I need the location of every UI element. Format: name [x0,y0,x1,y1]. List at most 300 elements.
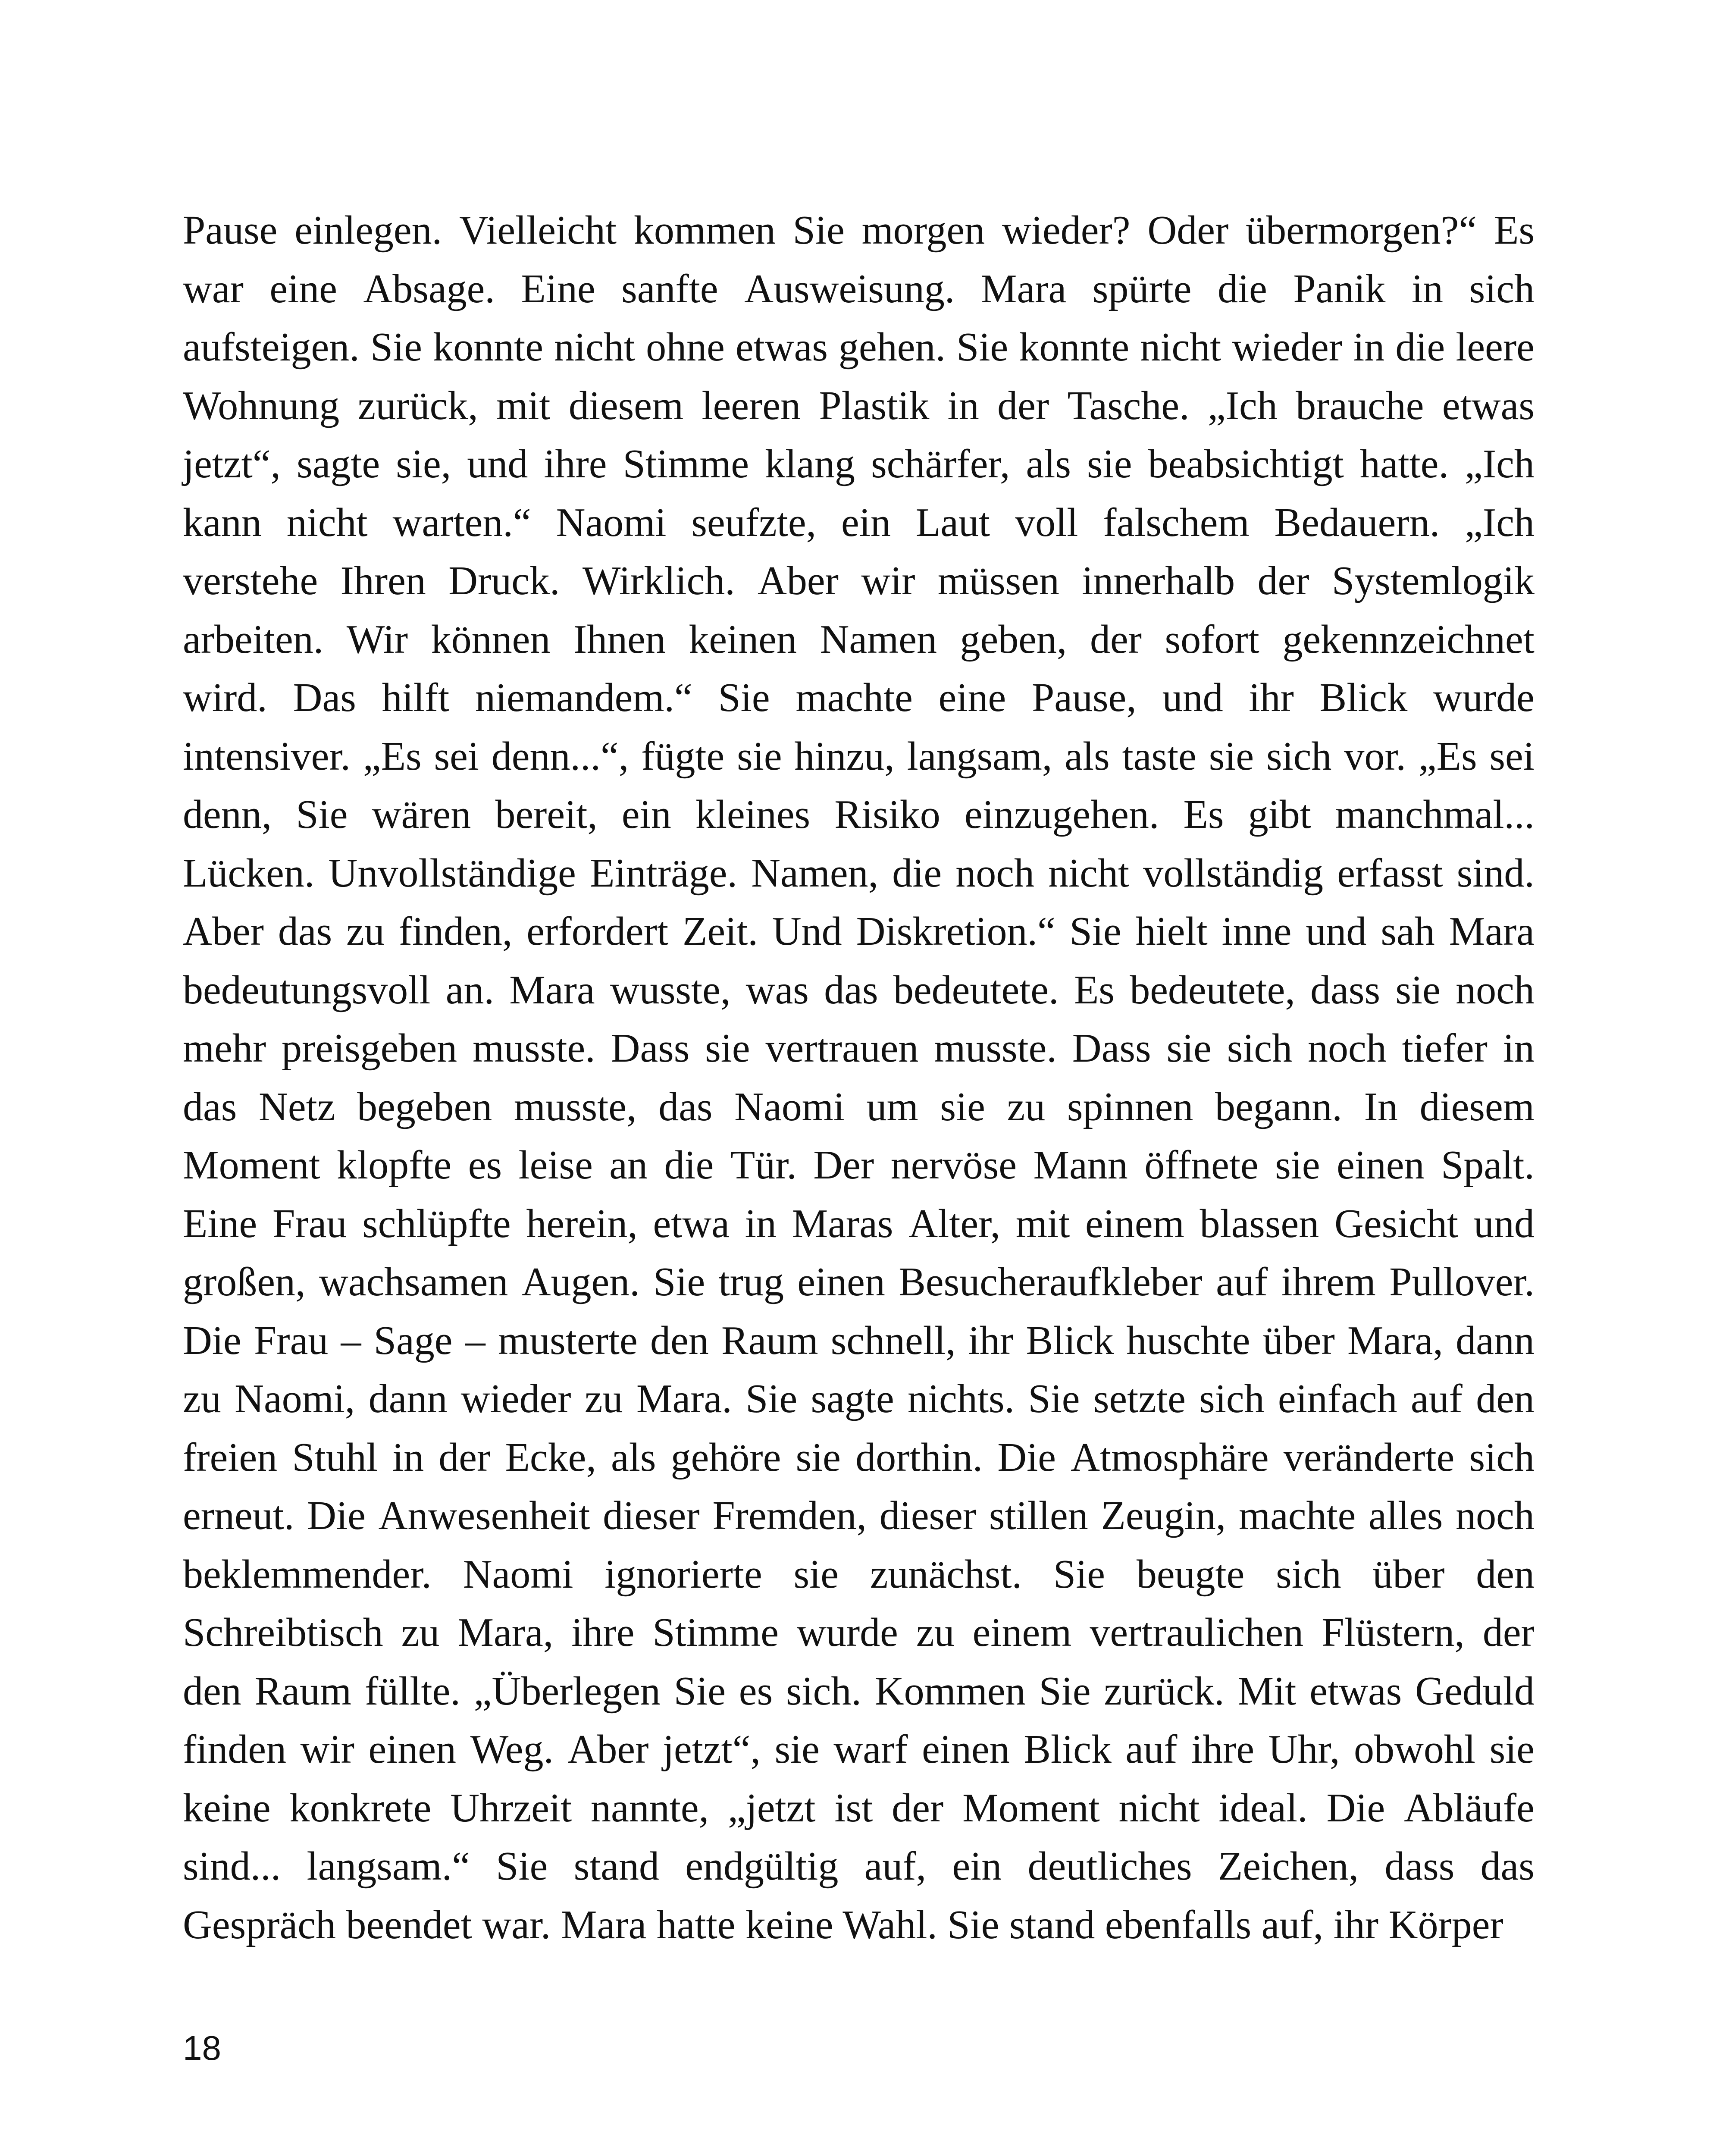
word: Naomi [463,1551,573,1597]
word: wieder [460,1376,571,1421]
word: den [1476,1376,1535,1421]
text-line [183,1370,1535,1429]
word: die [1217,266,1267,311]
word: – [465,1318,485,1363]
word: wieder [1232,325,1343,370]
word: auf [1125,1727,1178,1772]
word: sie [1275,1143,1320,1188]
word: Absage. [363,266,495,311]
word: Sie [673,1668,726,1714]
word: einem [972,1610,1072,1655]
word: Wir [346,617,408,662]
word: ideal. [1218,1785,1308,1830]
word: Stimme [623,442,749,486]
word: begann. [1215,1084,1342,1129]
word: Geduld [1415,1668,1535,1714]
word: den [1476,1551,1535,1597]
word: in [1411,266,1444,311]
word: kleines [695,792,811,837]
word: Ihnen [573,617,666,662]
word: in [947,383,979,428]
word: jetzt“, [662,1727,761,1772]
word: Es [1074,967,1115,1012]
word: nicht [554,325,635,370]
word: Oder [1147,208,1229,253]
word: Bedauern. [1274,500,1440,545]
word: es [468,1143,502,1188]
word: Uhrzeit [450,1785,572,1830]
word: erfordert [526,909,669,954]
word: Moment [962,1785,1100,1830]
word: sie [1209,733,1254,779]
word: jetzt“, [183,442,281,486]
word: was [745,967,809,1012]
word: über [1262,1318,1335,1363]
word: Pause [183,208,278,253]
word: fügte [641,733,725,779]
word: diesem [568,383,684,428]
word: machte [1238,1493,1356,1538]
word: ohne [646,325,725,370]
word: einlegen. [294,208,442,253]
text-line [183,844,1535,903]
word: in [745,1201,777,1246]
word: Mara [980,266,1067,311]
word: Tasche. [1067,383,1190,428]
word: In [1364,1084,1398,1129]
word: es [739,1668,773,1714]
word: Die [183,1318,241,1363]
word: konnte [1019,325,1130,370]
word: preisgeben [282,1026,457,1071]
text-line [183,377,1535,436]
word: an. [445,967,494,1012]
word: einzugehen. [964,792,1159,837]
word: dann [368,1376,448,1421]
word: übermorgen?“ [1246,208,1477,253]
word: bedeutete, [1130,967,1295,1012]
word: Mit [1237,1668,1297,1714]
word: sich [1199,1376,1265,1421]
text-line [183,552,1535,611]
word: „Ich [1465,442,1535,486]
word: falschem [1103,500,1250,545]
word: musterte [498,1318,638,1363]
text-line [183,1136,1535,1195]
word: leeren [702,383,801,428]
word: wusste, [610,967,731,1012]
word: zurück. [1104,1668,1225,1714]
page-number: 18 [183,2029,221,2067]
word: noch [955,850,1034,896]
word: klopfte [337,1143,452,1188]
word: Sie [792,208,845,253]
word: Spalt. [1441,1143,1535,1188]
word: Mara [509,967,595,1012]
word: die [664,1143,714,1188]
word: erfasst [1337,850,1443,896]
word: blassen [1200,1201,1319,1246]
word: begeben [357,1084,492,1129]
word: langsam, [907,733,1052,779]
word: wir [300,1727,354,1772]
word: Sie [1053,1551,1106,1597]
word: nichts. [908,1376,1015,1421]
word: langsam.“ [307,1844,470,1889]
word: in [1503,1026,1535,1071]
word: ihre [544,442,607,486]
word: nannte, [591,1785,709,1830]
word: Sie [370,325,422,370]
word: verstehe [183,558,318,603]
word: sagte [297,442,380,486]
text-line [183,1604,1535,1662]
text-line [183,727,1535,786]
word: setzte [1093,1376,1186,1421]
word: sich [1276,1551,1341,1597]
word: Es [1494,208,1535,253]
word: Sie [956,325,1009,370]
word: wachsamen [319,1260,508,1304]
word: „Überlegen [473,1668,661,1714]
word: sich [1266,733,1332,779]
word: dass [1310,967,1381,1012]
word: „Es [363,733,422,779]
word: und [1473,1201,1535,1246]
word: endgültig [685,1844,839,1889]
word: noch [1456,1493,1535,1538]
word: mit [496,383,551,428]
word: nicht [1118,1785,1200,1830]
word: wären [372,792,471,837]
word: bereit, [495,792,598,837]
word: beugte [1136,1551,1245,1597]
word: Pullover. [1389,1260,1535,1304]
word: und [1162,675,1223,720]
word: der [438,1435,491,1480]
word: Abläufe [1404,1785,1535,1830]
word: Dass [1072,1026,1151,1071]
word: Sie [1028,1376,1080,1421]
word: Naomi [556,500,667,545]
word: „Es [1418,733,1477,779]
word: aufsteigen. [183,325,360,370]
word: musste, [514,1084,637,1129]
text-line [183,1195,1535,1253]
word: großen, [183,1260,306,1304]
word: stand [573,1844,660,1889]
word: Eine [521,266,595,311]
word: Tür. [730,1143,797,1188]
word: – [341,1318,361,1363]
word: das [278,909,332,954]
word: gekennzeichnet [1282,617,1535,662]
word: Ausweisung. [744,266,955,311]
word: denn...“, [491,733,629,779]
word: manchmal... [1335,792,1535,837]
word: vertrauen [765,1026,919,1071]
word: Und [772,909,842,954]
word: ihre [571,1610,635,1655]
word: sich. [786,1668,861,1714]
word: Die [1326,1785,1385,1830]
word: sie [737,733,782,779]
word: Kommen [874,1668,1026,1714]
word: Sie [1069,909,1121,954]
word: können [431,617,551,662]
word: geben, [960,617,1067,662]
word: Maras [792,1201,893,1246]
word: beklemmender. [183,1551,432,1597]
word: schnell, [830,1318,956,1363]
word: den [183,1668,241,1714]
word: diesem [1419,1084,1535,1129]
word: Atmosphäre [1071,1435,1269,1480]
word: sie [1395,967,1441,1012]
word: warf [833,1727,908,1772]
word: ignorierte [604,1551,762,1597]
word: vor. [1344,733,1406,779]
word: Aber [758,558,839,603]
word: die [892,850,942,896]
word: war [183,266,244,311]
word: sie [1166,1026,1212,1071]
word: taste [1122,733,1196,779]
word: klang [765,442,855,486]
word: einem [1085,1201,1184,1246]
word: ihr [968,1318,1014,1363]
word: sie [1087,442,1132,486]
text-line [183,1312,1535,1370]
word: Netz [258,1084,335,1129]
word: sind. [1456,850,1535,896]
word: Zeit. [683,909,758,954]
word: der [997,383,1049,428]
word: das [824,967,878,1012]
word: über [1372,1551,1445,1597]
word: Mara. [636,1376,732,1421]
word: und [1306,909,1367,954]
word: und [467,442,528,486]
word: gibt [1248,792,1311,837]
word: auf [1216,1260,1268,1304]
text-line [183,435,1535,494]
word: vollständig [1143,850,1324,896]
word: öffnete [1144,1143,1259,1188]
word: herein, [526,1201,638,1246]
word: Weg. [470,1727,554,1772]
word: Naomi [734,1084,845,1129]
word: alles [1369,1493,1443,1538]
word: Flüstern, [1322,1610,1465,1655]
text-line [183,1019,1535,1078]
word: „Ich [1207,383,1278,428]
word: das [1480,1844,1535,1889]
word: Das [293,675,356,720]
word: niemandem.“ [475,675,692,720]
word: Unvollständige [328,850,576,896]
word: Fremden, [712,1493,867,1538]
text-line: Gespräch beendet war. Mara hatte keine Wahl. Sie stand ebenfalls auf, ihr Körper [183,1902,1503,1947]
word: finden, [398,909,513,954]
word: Mara [1449,909,1535,954]
text-line [183,786,1535,844]
word: die [1395,325,1445,370]
word: sie [774,1727,820,1772]
word: auf [1410,1376,1463,1421]
word: stillen [989,1493,1088,1538]
word: vertraulichen [1090,1610,1304,1655]
text-line [183,611,1535,669]
word: zu [346,909,385,954]
word: Uhr, [1268,1727,1340,1772]
word: trug [718,1260,784,1304]
word: Vielleicht [459,208,617,253]
word: Laut [915,500,990,545]
word: konkrete [289,1785,432,1830]
text-line [183,1545,1535,1604]
word: hielt [1135,909,1208,954]
word: nicht [286,500,368,545]
word: sie [1489,1727,1535,1772]
word: dass [1384,1844,1455,1889]
word: an [609,1143,648,1188]
word: Einträge. [590,850,737,896]
word: veränderte [1283,1435,1455,1480]
word: füllte. [365,1668,460,1714]
word: Es [1183,792,1224,837]
word: bedeutete. [893,967,1059,1012]
word: voll [1015,500,1078,545]
word: Sie [296,792,348,837]
word: Anwesenheit [378,1493,590,1538]
word: schlüpfte [362,1201,511,1246]
word: Augen. [521,1260,640,1304]
word: wird. [183,675,267,720]
word: der [892,1785,944,1830]
word: Aber [567,1727,649,1772]
word: noch [1308,1026,1387,1071]
word: sich [1469,266,1535,311]
word: Mara, [457,1610,554,1655]
word: Wirklich. [582,558,735,603]
word: Schreibtisch [183,1610,383,1655]
text-line [183,1253,1535,1312]
word: sagte [811,1376,894,1421]
word: der [1090,617,1142,662]
word: sanfte [621,266,718,311]
word: schärfer, [871,442,1010,486]
word: sie [793,1551,839,1597]
word: keine [183,1785,271,1830]
word: sei [1489,733,1535,779]
word: machte [796,675,913,720]
word: Mara, [1347,1318,1443,1363]
word: ein [621,792,671,837]
word: sie [796,1435,841,1480]
word: arbeiten. [183,617,324,662]
word: sie [940,1084,985,1129]
word: Sage [373,1318,453,1363]
word: eine [269,266,337,311]
word: Sie [653,1260,705,1304]
word: ihre [1191,1727,1255,1772]
word: spürte [1092,266,1192,311]
word: einen [922,1727,1010,1772]
word: musste. [934,1026,1057,1071]
word: sie, [396,442,451,486]
word: Diskretion.“ [856,909,1055,954]
word: wieder? [1002,208,1131,253]
text-line [183,1837,1535,1896]
word: dieser [879,1493,977,1538]
text-line [183,318,1535,377]
word: Aber [183,909,264,954]
word: nicht [1140,325,1221,370]
word: sie [705,1026,750,1071]
word: einen [368,1727,457,1772]
word: um [866,1084,918,1129]
word: ist [834,1785,873,1830]
word: Stuhl [292,1435,378,1480]
text-line [183,1487,1535,1545]
word: etwas [1309,1668,1402,1714]
word: müssen [937,558,1059,603]
word: mehr [183,1026,266,1071]
word: Plastik [819,383,930,428]
word: sofort [1165,617,1259,662]
word: kann [183,500,262,545]
word: wurde [796,1610,898,1655]
word: Besucheraufkleber [899,1260,1203,1304]
word: Frau [272,1201,347,1246]
word: wurde [1433,675,1535,720]
word: „jetzt [728,1785,816,1830]
word: zu [401,1610,440,1655]
body-text [183,201,1535,1954]
word: ihr [1249,675,1294,720]
word: den [650,1318,709,1363]
text-line [183,260,1535,319]
word: huschte [1126,1318,1250,1363]
word: Sie [745,1376,798,1421]
text-line [183,1662,1535,1721]
word: Druck. [448,558,560,603]
text-line [183,1429,1535,1487]
word: auf, [864,1844,927,1889]
word: Pause, [1031,675,1137,720]
word: als [611,1435,656,1480]
word: ihrem [1281,1260,1376,1304]
text-line [183,669,1535,727]
word: Raum [254,1668,352,1714]
word: Gesicht [1334,1201,1459,1246]
word: dorthin. [855,1435,983,1480]
word: Stimme [652,1610,779,1655]
word: Namen [820,617,937,662]
word: hilft [382,675,450,720]
word: Wohnung [183,383,340,428]
word: leere [1456,325,1535,370]
word: als [1026,442,1071,486]
word: freien [183,1435,278,1480]
word: sich [1227,1026,1293,1071]
word: noch [1456,967,1535,1012]
word: Namen, [751,850,879,896]
word: gehen. [839,325,946,370]
word: sich [1469,1435,1535,1480]
word: inne [1221,909,1292,954]
